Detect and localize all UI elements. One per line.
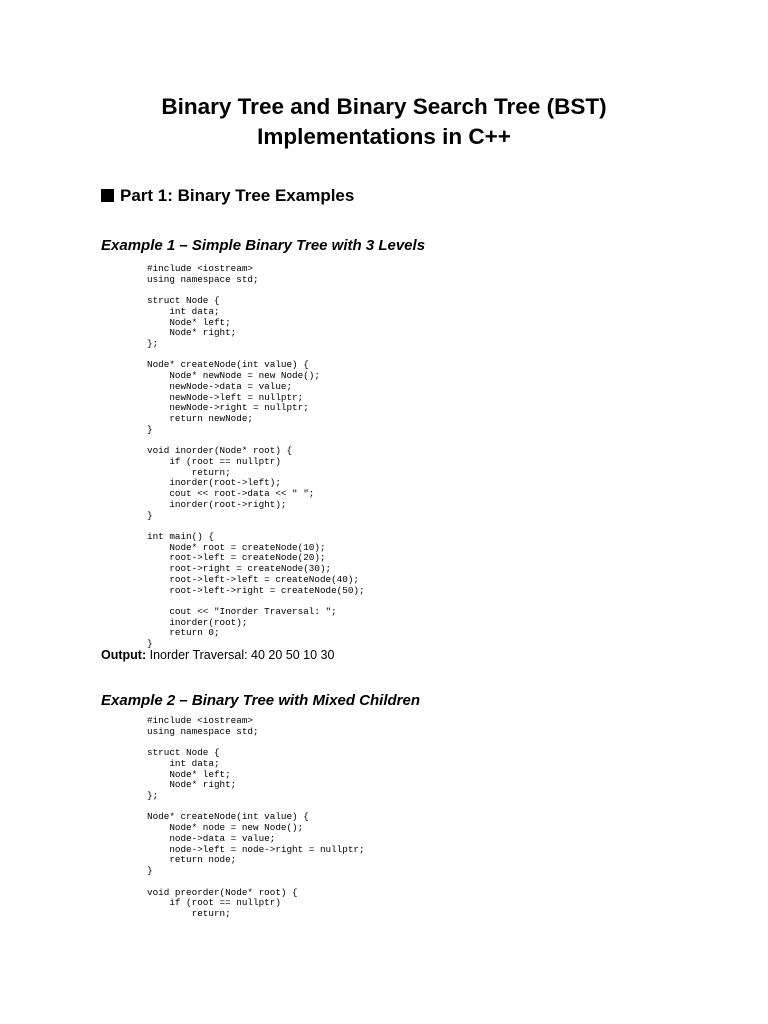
output-label: Output: — [101, 648, 147, 662]
output-value: Inorder Traversal: 40 20 50 10 30 — [149, 648, 335, 662]
part-1-heading-text: Part 1: Binary Tree Examples — [120, 186, 355, 205]
document-title — [0, 92, 768, 152]
document-title-line-2: Implementations in C++ — [257, 124, 511, 149]
example-1-output — [101, 647, 334, 663]
example-2-code-block: #include <iostream> using namespace std; struct Node { int data; Node* left; Node* right; }; Node* createNode(int value) { Node* node = new Node(); node->data = value; node->left = node->right = nullptr; return node; } void preorder(Node* root) { if (root == nullptr) return; — [147, 715, 365, 919]
document-title-line-1: Binary Tree and Binary Search Tree (BST) — [161, 94, 607, 119]
example-1-code-block: #include <iostream> using namespace std; struct Node { int data; Node* left; Node* right; }; Node* createNode(int value) { Node* newNode = new Node(); newNode->data = value; newNode->left = nullptr; newNode->right = nullptr; return newNode; } void inorder(Node* root) { if (root == nullptr) return; inorder(root->left); cout << root->data << " "; inorder(root->right); } int main() { Node* root = createNode(10); root->left = createNode(20); root->right = createNode(30); root->left->left = createNode(40); root->left->right = createNode(50); cout << "Inorder Traversal: "; inorder(root); return 0; } — [147, 263, 365, 650]
square-bullet-icon — [101, 189, 114, 202]
part-1-heading — [101, 184, 354, 208]
example-1-heading: Example 1 – Simple Binary Tree with 3 Levels — [101, 237, 426, 254]
example-2-heading: Example 2 – Binary Tree with Mixed Children — [101, 692, 420, 709]
